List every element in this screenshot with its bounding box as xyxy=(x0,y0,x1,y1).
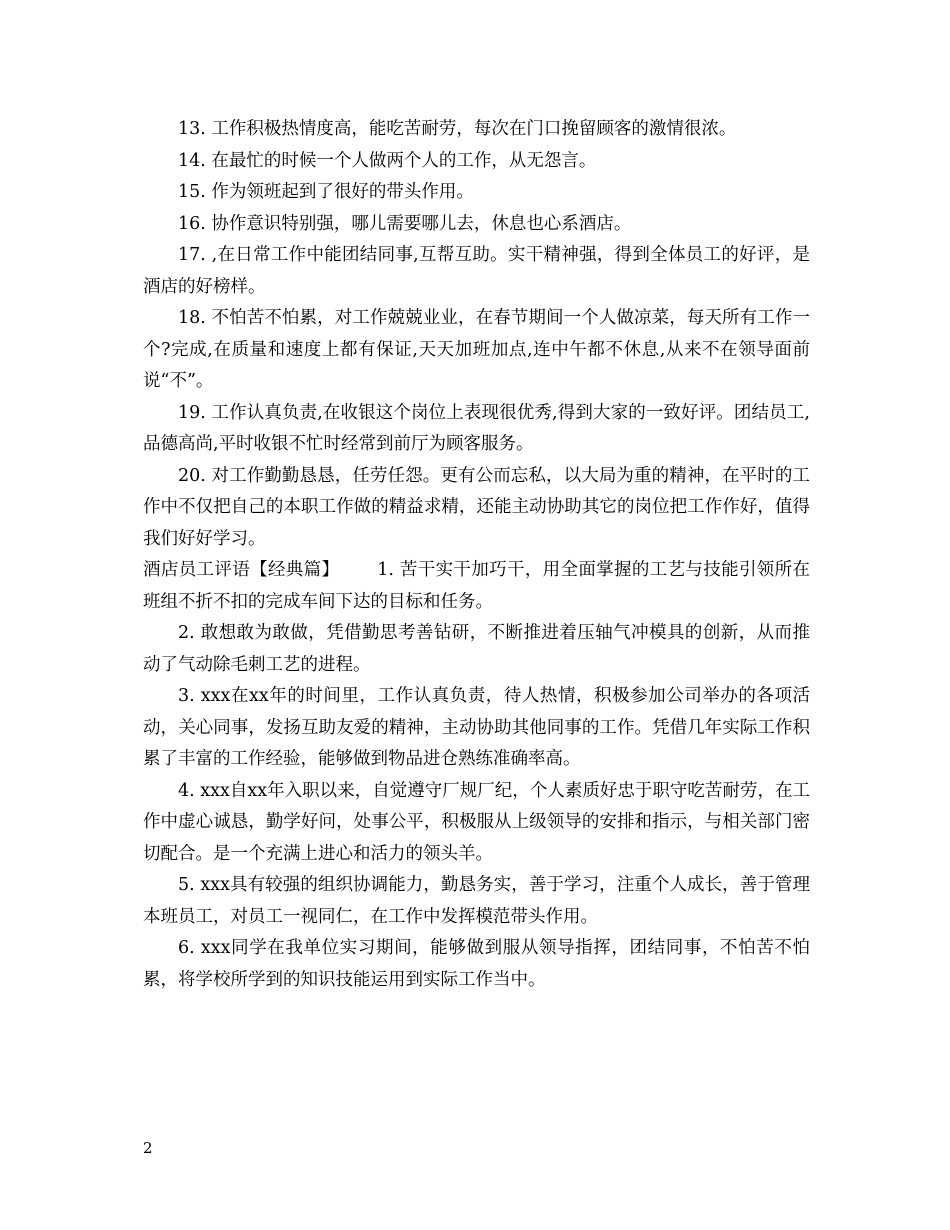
paragraph-19: 19. 工作认真负责,在收银这个岗位上表现很优秀,得到大家的一致好评。团结员工,品德高尚,平时收银不忙时经常到前厅为顾客服务。 xyxy=(143,402,810,454)
paragraph-17: 17. ,在日常工作中能团结同事,互帮互助。实干精神强，得到全体员工的好评，是酒店的好榜样。 xyxy=(143,245,810,297)
paragraph-item-4: 4. xxx自xx年入职以来，自觉遵守厂规厂纪，个人素质好忠于职守吃苦耐劳，在工作中虚心诚恳，勤学好问，处事公平，积极服从上级领导的安排和指示，与相关部门密切配合。是一个充满上进心和活力的领头羊。 xyxy=(143,780,810,864)
document-body xyxy=(143,114,810,996)
section-paragraph xyxy=(143,555,810,618)
section-heading: 酒店员工评语【经典篇】 xyxy=(143,560,340,580)
paragraph-14: 14. 在最忙的时候一个人做两个人的工作，从无怨言。 xyxy=(178,150,597,171)
paragraph-20: 20. 对工作勤勤恳恳，任劳任怨。更有公而忘私，以大局为重的精神，在平时的工作中不仅把自己的本职工作做的精益求精，还能主动协助其它的岗位把工作作好，值得我们好好学习。 xyxy=(143,465,810,549)
paragraph-16: 16. 协作意识特别强，哪儿需要哪儿去，休息也心系酒店。 xyxy=(178,213,632,234)
paragraph-18: 18. 不怕苦不怕累，对工作兢兢业业，在春节期间一个人做凉菜，每天所有工作一个?完成,在质量和速度上都有保证,天天加班加点,连中午都不休息,从来不在领导面前说“不”。 xyxy=(143,308,810,391)
paragraph-item-3: 3. xxx在xx年的时间里，工作认真负责，待人热情，积极参加公司举办的各项活动，关心同事，发扬互助友爱的精神，主动协助其他同事的工作。凭借几年实际工作积累了丰富的工作经验，能够做到物品进仓熟练准确率高。 xyxy=(143,686,810,769)
paragraph-item-5: 5. xxx具有较强的组织协调能力，勤恳务实，善于学习，注重个人成长，善于管理本班员工，对员工一视同仁，在工作中发挥模范带头作用。 xyxy=(143,875,810,927)
paragraph-13: 13. 工作积极热情度高，能吃苦耐劳，每次在门口挽留顾客的激情很浓。 xyxy=(178,119,737,139)
section-item-1: 1. 苦干实干加巧干，用全面掌握的工艺与技能引领所在班组不折不扣的完成车间下达的目标和任务。 xyxy=(143,560,810,612)
paragraph-15: 15. 作为领班起到了很好的带头作用。 xyxy=(178,182,474,202)
paragraph-item-6: 6. xxx同学在我单位实习期间，能够做到服从领导指挥，团结同事，不怕苦不怕累，将学校所学到的知识技能运用到实际工作当中。 xyxy=(143,938,810,990)
page-number: 2 xyxy=(143,1139,153,1157)
paragraph-item-2: 2. 敢想敢为敢做，凭借勤思考善钻研，不断推进着压轴气冲模具的创新，从而推动了气动除毛刺工艺的进程。 xyxy=(143,623,810,675)
